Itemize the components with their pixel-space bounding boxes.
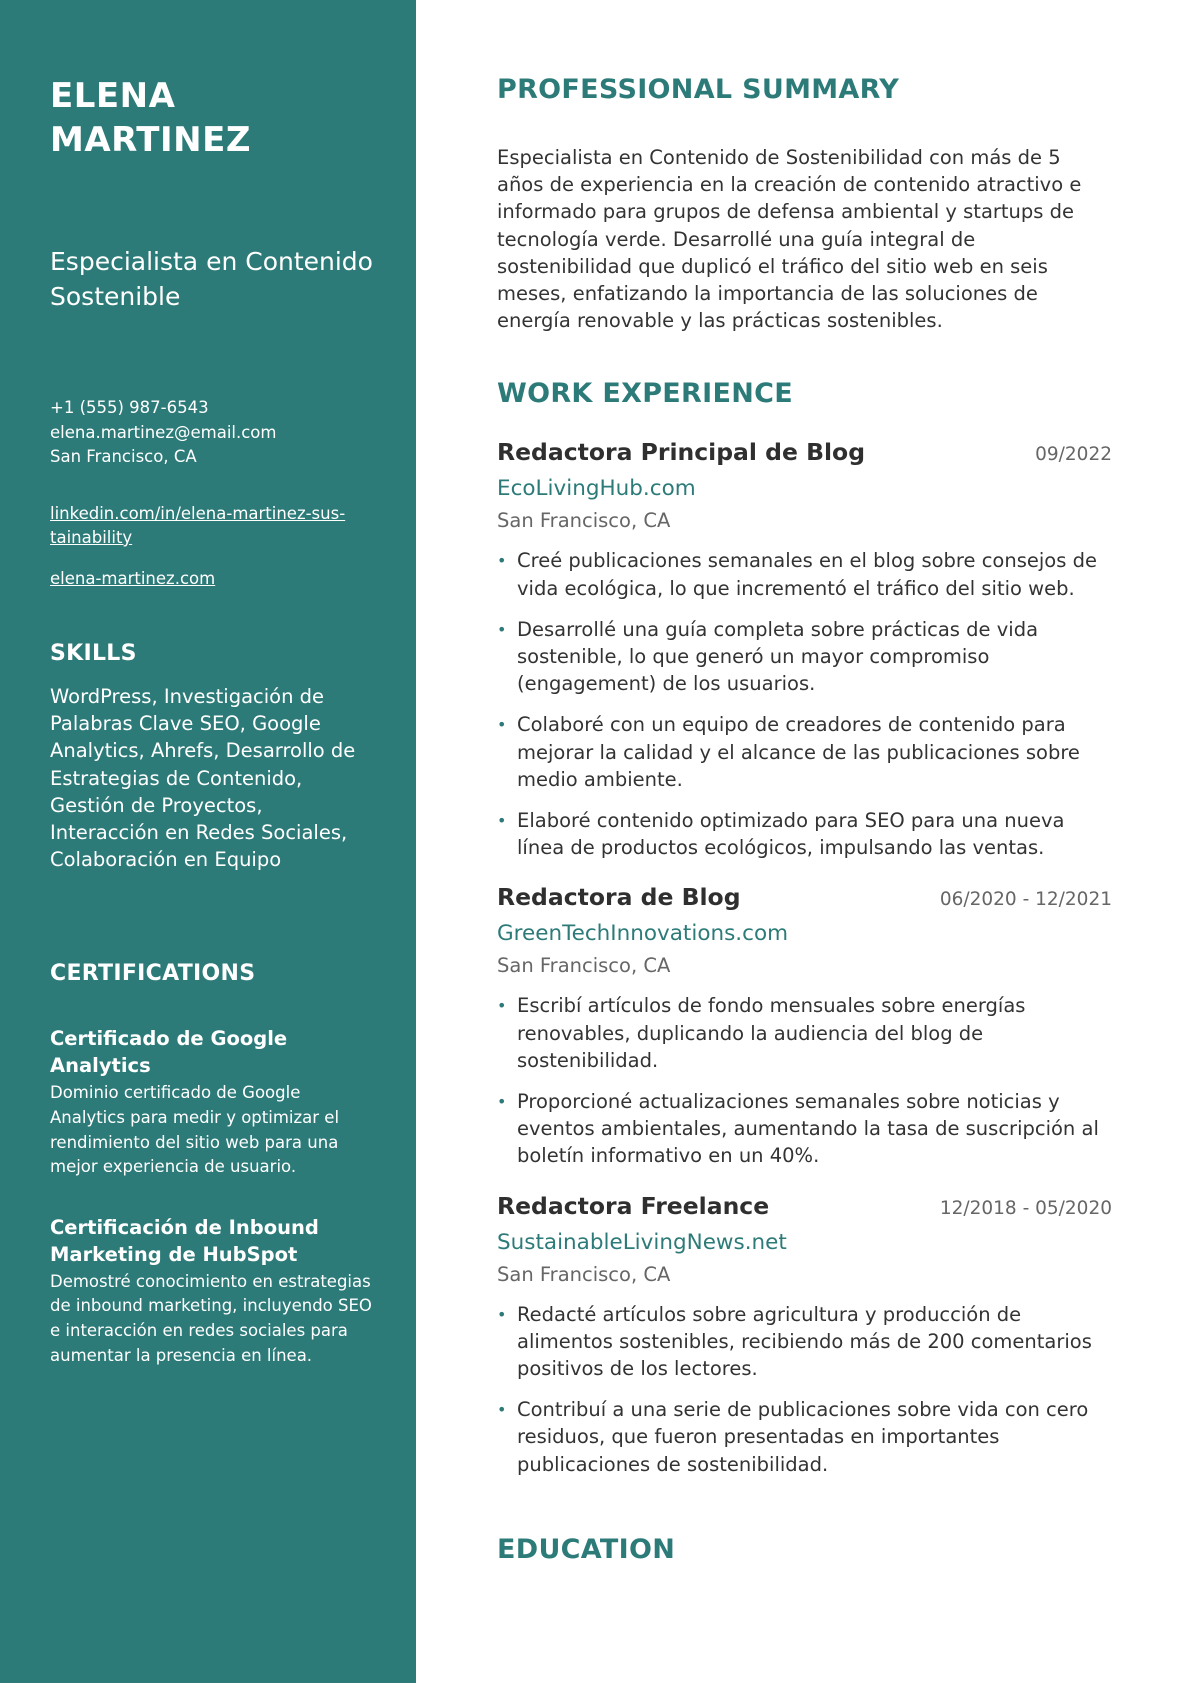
job-bullet: • Redacté artículos sobre agricultura y producción de alimentos sostenibles, recibiendo más de 200 comentarios positivos de los lectores. [497, 1302, 1092, 1381]
bullet-icon: • [497, 996, 507, 1016]
summary-text: Especialista en Contenido de Sostenibilidad con más de 5 años de experiencia en la creación de contenido atractivo e informado para grupos de defensa ambiental y startups de tecnología verde. Desarrollé una guía integral de sostenibilidad que duplicó el tráfico del sitio web en seis meses, enfatizando la importancia de las soluciones de energía renovable y las prácticas sostenibles. [497, 146, 1082, 333]
job-location: San Francisco, CA [497, 509, 671, 533]
website-link[interactable]: elena-martinez.com [50, 568, 216, 588]
job-location: San Francisco, CA [497, 1262, 671, 1286]
certification-description: Demostré conocimiento en estrategias de inbound marketing, incluyendo SEO e interacción en redes sociales para aumentar la presencia en línea. [50, 1271, 372, 1365]
certification-title: Certificado de Google Analytics [50, 1027, 288, 1078]
summary-heading: PROFESSIONAL SUMMARY [497, 74, 900, 105]
certifications-heading: CERTIFICATIONS [50, 961, 256, 987]
sidebar [0, 0, 416, 1683]
bullet-icon: • [497, 619, 507, 639]
certification-description: Dominio certificado de Google Analytics para medir y optimizar el rendimiento del sitio web para una mejor experiencia de usuario. [50, 1083, 340, 1177]
job-bullet: • Contribuí a una serie de publicaciones sobre vida con cero residuos, que fueron presentadas en importantes publicaciones de sostenibilidad. [497, 1398, 1089, 1476]
job-bullets [497, 1301, 1112, 1478]
linkedin-link[interactable]: linkedin.com/in/elena-martinez-sus-tainability [50, 503, 346, 547]
email-address: elena.martinez@email.com [50, 422, 277, 442]
job-company: GreenTechInnovations.com [497, 921, 789, 947]
contact-info [50, 396, 376, 470]
job-entry [497, 436, 1112, 861]
certification-title: Certificación de Inbound Marketing de HubSpot [50, 1215, 319, 1266]
job-entry [497, 1190, 1112, 1478]
bullet-icon: • [497, 1400, 507, 1420]
job-bullet: • Colaboré con un equipo de creadores de contenido para mejorar la calidad y el alcance de las publicaciones sobre medio ambiente. [497, 713, 1080, 791]
location: San Francisco, CA [50, 447, 197, 466]
bullet-icon: • [497, 811, 507, 831]
certification-item [50, 1214, 376, 1368]
candidate-name: ELENA MARTINEZ [50, 76, 251, 160]
bullet-icon: • [497, 1092, 507, 1112]
job-bullet: • Desarrollé una guía completa sobre prácticas de vida sostenible, lo que generó un mayor compromiso (engagement) de los usuarios. [497, 617, 1039, 696]
job-title: Redactora Freelance [497, 1191, 770, 1220]
job-entry [497, 881, 1112, 1169]
skills-heading: SKILLS [50, 641, 137, 666]
job-bullet: • Creé publicaciones semanales en el blog sobre consejos de vida ecológica, lo que incrementó el tráfico del sitio web. [497, 549, 1097, 600]
job-title: Redactora Principal de Blog [497, 438, 866, 467]
job-bullets [497, 547, 1112, 861]
job-bullets [497, 992, 1112, 1169]
education-heading: EDUCATION [497, 1533, 676, 1565]
job-date: 12/2018 - 05/2020 [939, 1197, 1112, 1219]
bullet-icon: • [497, 715, 507, 735]
work-experience-heading: WORK EXPERIENCE [497, 378, 793, 410]
job-location: San Francisco, CA [497, 954, 671, 978]
job-bullet: • Elaboré contenido optimizado para SEO para una nueva línea de productos ecológicos, impulsando las ventas. [497, 809, 1065, 860]
job-title: Redactora de Blog [497, 883, 741, 912]
bullet-icon: • [497, 551, 507, 571]
job-date: 09/2022 [1035, 444, 1112, 466]
certification-item [50, 1025, 376, 1179]
skills-list: WordPress, Investigación de Palabras Clave SEO, Google Analytics, Ahrefs, Desarrollo de Estrategias de Contenido, Gestión de Proyectos, Interacción en Redes Sociales, Colaboración en Equipo [50, 685, 356, 872]
phone-number: +1 (555) 987-6543 [50, 398, 209, 417]
main-content [497, 70, 1112, 1570]
job-date: 06/2020 - 12/2021 [939, 889, 1112, 911]
profile-links [50, 502, 376, 592]
job-company: SustainableLivingNews.net [497, 1229, 787, 1255]
bullet-icon: • [497, 1304, 507, 1324]
job-company: EcoLivingHub.com [497, 476, 696, 502]
job-bullet: • Escribí artículos de fondo mensuales sobre energías renovables, duplicando la audiencia del blog de sostenibilidad. [497, 994, 1026, 1072]
job-bullet: • Proporcioné actualizaciones semanales sobre noticias y eventos ambientales, aumentando la tasa de suscripción al boletín informativo en un 40%. [497, 1090, 1099, 1168]
candidate-headline: Especialista en Contenido Sostenible [50, 247, 373, 311]
